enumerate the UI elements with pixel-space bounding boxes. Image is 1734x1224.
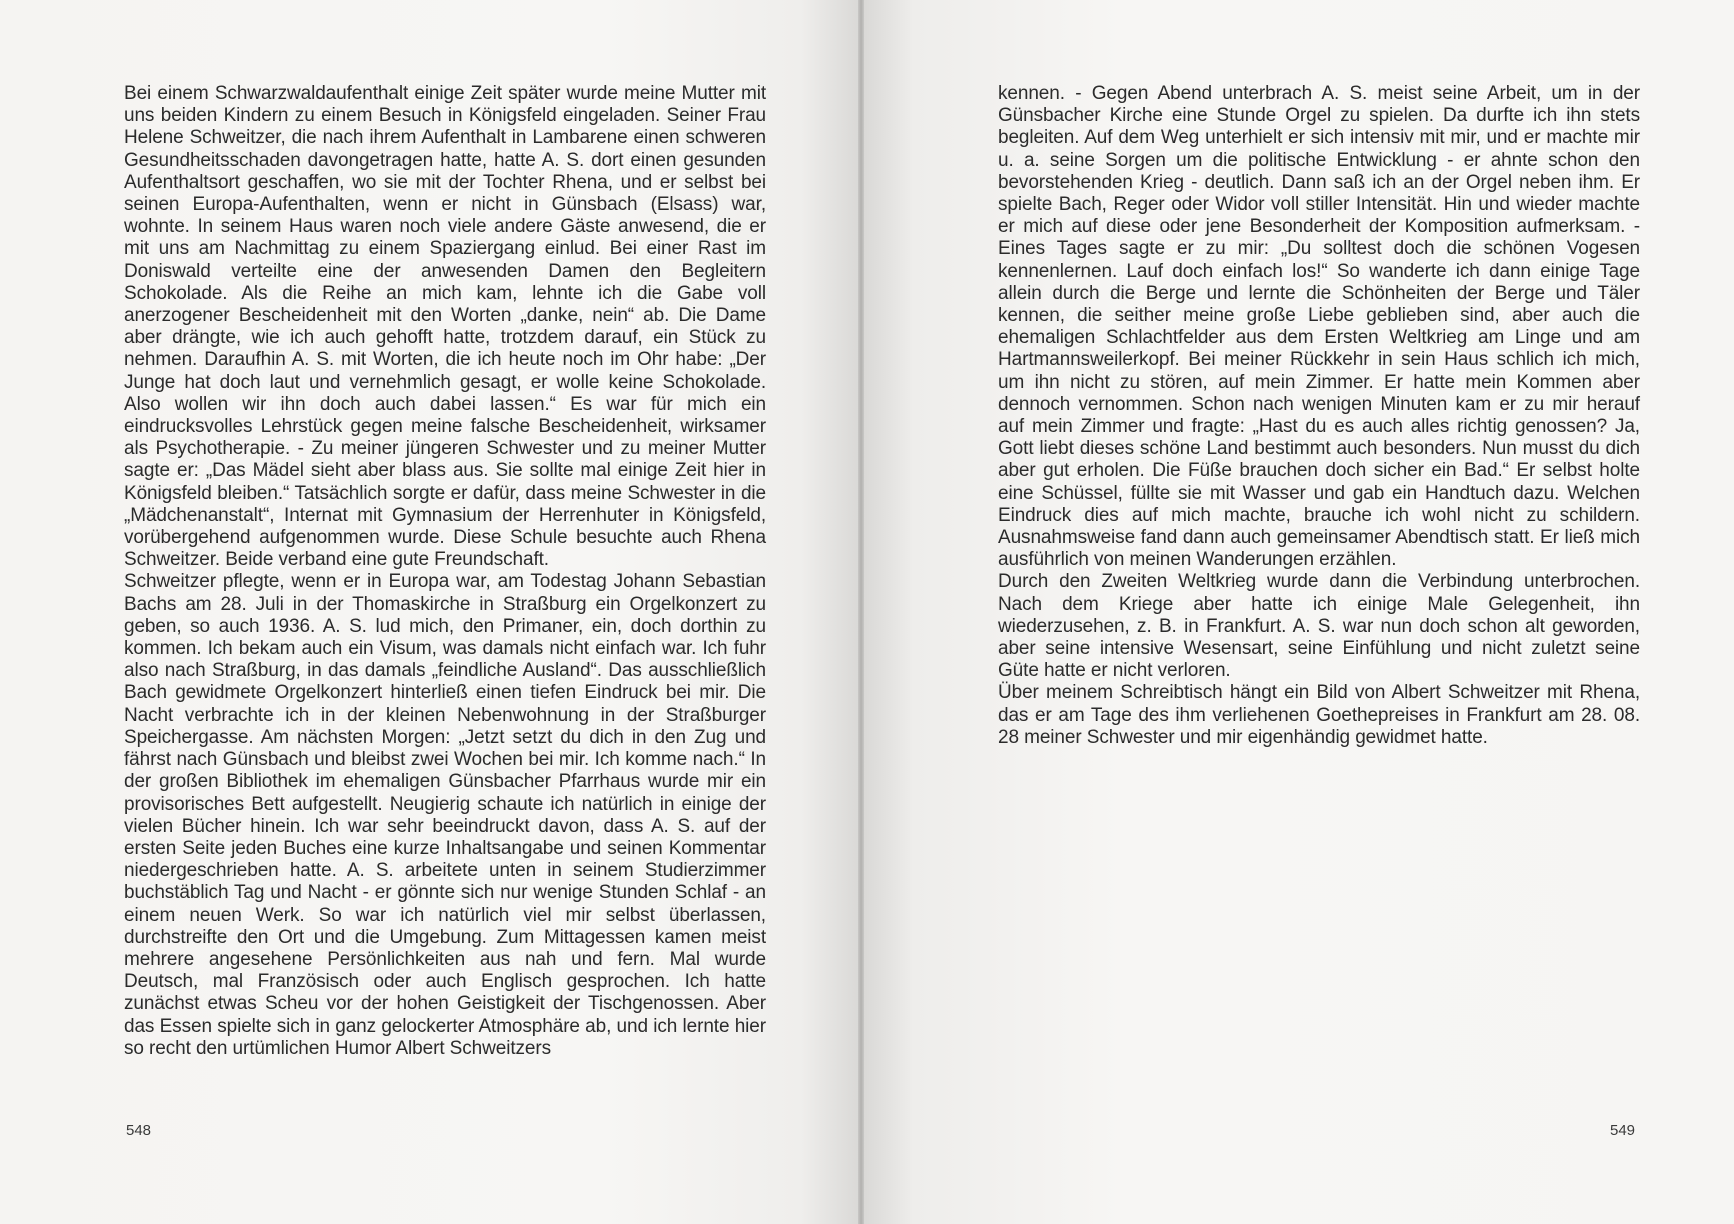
paragraph: Über meinem Schreibtisch hängt ein Bild von Albert Schweitzer mit Rhena, das er am Tage des ihm verliehenen Goethepreises in Frankfurt am 28. 08. 28 meiner Schwester und mir eigenhändig gewidmet hatte. — [998, 682, 1640, 748]
book-gutter — [858, 0, 864, 1224]
paragraph: kennen. - Gegen Abend unterbrach A. S. meist seine Arbeit, um in der Günsbacher Kirche eine Stunde Orgel zu spielen. Da durfte ich ihn stets begleiten. Auf dem Weg unterhielt er sich intensiv mit mir, und er machte mir u. a. seine Sorgen um die politische Entwicklung - er ahnte schon den bevorstehenden Krieg - deutlich. Dann saß ich an der Orgel neben ihm. Er spielte Bach, Reger oder Widor voll stiller Intensität. Hin und wieder machte er mich auf diese oder jene Besonderheit der Komposition aufmerksam. - Eines Tages sagte er zu mir: „Du solltest doch die schönen Vogesen kennenlernen. Lauf doch einfach los!“ So wanderte ich dann einige Tage allein durch die Berge und lernte die Schönheiten der Berge und Täler kennen, die seither meine große Liebe geblieben sind, aber auch die ehemaligen Schlachtfelder aus dem Ersten Weltkrieg am Linge und am Hartmannsweilerkopf. Bei meiner Rückkehr in sein Haus schlich ich mich, um ihn nicht zu stören, auf mein Zimmer. Er hatte mein Kommen aber dennoch vernommen. Schon nach wenigen Minuten kam er zu mir herauf auf mein Zimmer und fragte: „Hast du es auch alles richtig genossen? Ja, Gott liebt dieses schöne Land bestimmt auch besonders. Nun musst du dich aber gut erholen. Die Füße brauchen doch sicher ein Bad.“ Er selbst holte eine Schüssel, füllte sie mit Wasser und gab ein Handtuch dazu. Welchen Eindruck dies auf mich machte, brauche ich wohl nicht zu schildern. Ausnahmsweise fand dann auch gemeinsamer Abendtisch statt. Er ließ mich ausführlich von meinen Wanderungen erzählen. — [998, 83, 1640, 571]
right-page — [861, 0, 1734, 1224]
left-page — [0, 0, 861, 1224]
page-number: 549 — [1610, 1122, 1636, 1139]
page-number: 548 — [126, 1122, 152, 1139]
left-page-text — [124, 83, 766, 1060]
paragraph: Schweitzer pflegte, wenn er in Europa war, am Todestag Johann Sebastian Bachs am 28. Juli in der Thomaskirche in Straßburg ein Orgelkonzert zu geben, so auch 1936. A. S. lud mich, den Primaner, ein, doch dorthin zu kommen. Ich bekam auch ein Visum, was damals nicht einfach war. Ich fuhr also nach Straßburg, in das damals „feindliche Ausland“. Das ausschließlich Bach gewidmete Orgelkonzert hinterließ einen tiefen Eindruck bei mir. Die Nacht verbrachte ich in der kleinen Nebenwohnung in der Straßburger Speichergasse. Am nächsten Morgen: „Jetzt setzt du dich in den Zug und fährst nach Günsbach und bleibst zwei Wochen bei mir. Ich komme nach.“ In der großen Bibliothek im ehemaligen Günsbacher Pfarrhaus wurde mir ein provisorisches Bett aufgestellt. Neugierig schaute ich natürlich in einige der vielen Bücher hinein. Ich war sehr beeindruckt davon, dass A. S. auf der ersten Seite jeden Buches eine kurze Inhaltsangabe und seinen Kommentar niedergeschrieben hatte. A. S. arbeitete unten in seinem Studierzimmer buchstäblich Tag und Nacht - er gönnte sich nur wenige Stunden Schlaf - an einem neuen Werk. So war ich natürlich viel mir selbst überlassen, durchstreifte den Ort und die Umgebung. Zum Mittagessen kamen meist mehrere angesehene Persönlichkeiten aus nah und fern. Mal wurde Deutsch, mal Französisch oder auch Englisch gesprochen. Ich hatte zunächst etwas Scheu vor der hohen Geistigkeit der Tischgenossen. Aber das Essen spielte sich in ganz gelockerter Atmosphäre ab, und ich lernte hier so recht den urtümlichen Humor Albert Schweitzers — [124, 571, 766, 1059]
paragraph: Bei einem Schwarzwaldaufenthalt einige Zeit später wurde meine Mutter mit uns beiden Kindern zu einem Besuch in Königsfeld eingeladen. Seiner Frau Helene Schweitzer, die nach ihrem Aufenthalt in Lambarene einen schweren Gesundheitsschaden davongetragen hatte, hatte A. S. dort einen gesunden Aufenthaltsort geschaffen, wo sie mit der Tochter Rhena, und er selbst bei seinen Europa-Aufenthalten, wenn er nicht in Günsbach (Elsass) war, wohnte. In seinem Haus waren noch viele andere Gäste anwesend, die er mit uns am Nachmittag zu einem Spaziergang einlud. Bei einer Rast im Doniswald verteilte eine der anwesenden Damen den Begleitern Schokolade. Als die Reihe an mich kam, lehnte ich die Gabe voll anerzogener Bescheidenheit mit den Worten „danke, nein“ ab. Die Dame aber drängte, wie ich auch gehofft hatte, trotzdem darauf, ein Stück zu nehmen. Daraufhin A. S. mit Worten, die ich heute noch im Ohr habe: „Der Junge hat doch laut und vernehmlich gesagt, er wolle keine Schokolade. Also wollen wir ihn doch auch dabei lassen.“ Es war für mich ein eindrucksvolles Lehrstück gegen meine falsche Bescheidenheit, wirksamer als Psychotherapie. - Zu meiner jüngeren Schwester und zu meiner Mutter sagte er: „Das Mädel sieht aber blass aus. Sie sollte mal einige Zeit hier in Königsfeld bleiben.“ Tatsächlich sorgte er dafür, dass meine Schwester in die „Mädchenanstalt“, Internat mit Gymnasium der Herrenhuter in Königsfeld, vorübergehend aufgenommen wurde. Diese Schule besuchte auch Rhena Schweitzer. Beide verband eine gute Freundschaft. — [124, 83, 766, 571]
right-page-text — [998, 83, 1640, 749]
paragraph: Durch den Zweiten Weltkrieg wurde dann die Verbindung unterbrochen. Nach dem Kriege aber hatte ich einige Male Gelegenheit, ihn wiederzusehen, z. B. in Frankfurt. A. S. war nun doch schon alt geworden, aber seine intensive Wesensart, seine Einfühlung und nicht zuletzt seine Güte hatte er nicht verloren. — [998, 571, 1640, 682]
